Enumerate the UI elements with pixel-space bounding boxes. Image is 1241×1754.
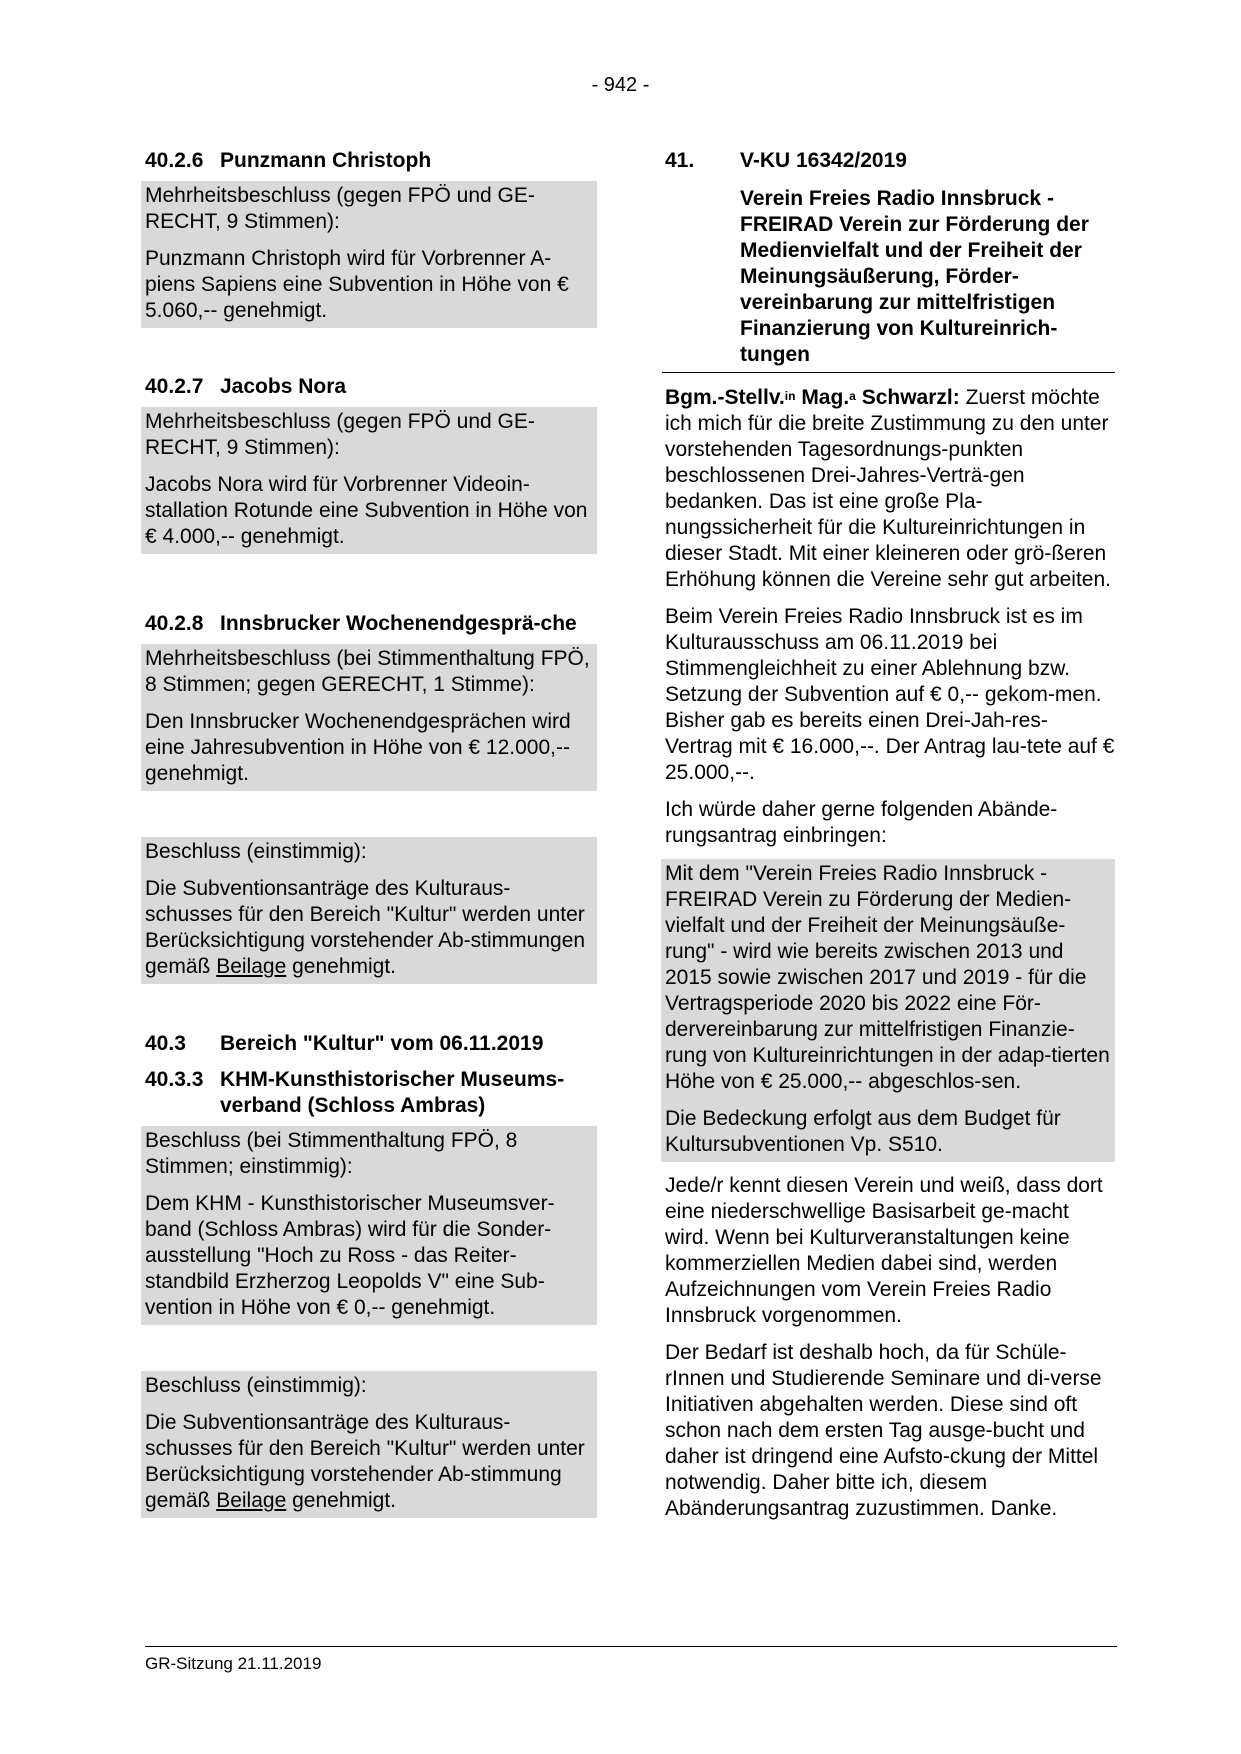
resolution-label: Mehrheitsbeschluss (gegen FPÖ und GE-RECHT, 9 Stimmen):	[145, 184, 535, 233]
resolution-text	[145, 876, 592, 980]
beilage-link[interactable]: Beilage	[216, 955, 287, 978]
resolution-box	[141, 1126, 597, 1325]
section-title: KHM-Kunsthistorischer Museums-verband (Schloss Ambras)	[220, 1068, 565, 1117]
agenda-item-title: Verein Freies Radio Innsbruck - FREIRAD Verein zur Förderung der Medienvielfalt und der Freiheit der Meinungsäußerung, Förder-vereinbarung zur mittelfristigen Finanzierung von Kultureinrich-tungen	[740, 187, 1089, 366]
page-number: - 942 -	[591, 74, 650, 96]
resolution-box	[141, 644, 597, 791]
speech-paragraph: Jede/r kennt diesen Verein und weiß, dass dort eine niederschwellige Basisarbeit ge-macht wird. Wenn bei Kulturveranstaltungen keine kommerziellen Medien dabei sind, werden Aufzeichnungen vom Verein Freies Radio Innsbruck vorgenommen.	[665, 1174, 1103, 1327]
resolution-text: Dem KHM - Kunsthistorischer Museumsver-band (Schloss Ambras) wird für die Sonder-ausstellung "Hoch zu Ross - das Reiter-standbild Erzherzog Leopolds V" eine Sub-vention in Höhe von € 0,-- genehmigt.	[145, 1192, 555, 1319]
section-number: 40.3	[145, 1032, 186, 1055]
section-heading-40-2-8	[145, 611, 597, 637]
right-column	[665, 148, 1115, 1522]
resolution-text: Punzmann Christoph wird für Vorbrenner A-piens Sapiens eine Subvention in Höhe von € 5.060,-- genehmigt.	[145, 247, 569, 322]
agenda-item-number: 41.	[665, 149, 695, 172]
speaker-degree-suffix: a	[849, 389, 856, 403]
section-title: Punzmann Christoph	[220, 149, 432, 172]
resolution-text-start: Die Subventionsanträge des Kulturaus-schusses für den Bereich "Kultur" werden unter Berücksichtigung vorstehender Ab-stimmung gemäß	[145, 1411, 585, 1512]
resolution-box	[141, 837, 597, 984]
speech-paragraph: Ich würde daher gerne folgenden Abände-rungsantrag einbringen:	[665, 798, 1058, 847]
section-number: 40.3.3	[145, 1068, 204, 1091]
resolution-label: Mehrheitsbeschluss (bei Stimmenthaltung FPÖ, 8 Stimmen; gegen GERECHT, 1 Stimme):	[145, 647, 590, 696]
agenda-item-heading	[665, 148, 1115, 174]
section-title: Jacobs Nora	[220, 375, 347, 398]
indent-spacer	[665, 186, 740, 368]
beilage-link[interactable]: Beilage	[216, 1489, 287, 1512]
speaker-name	[665, 386, 960, 409]
section-heading-40-3-3	[145, 1067, 597, 1119]
resolution-text: Den Innsbrucker Wochenendgesprächen wird eine Jahresubvention in Höhe von € 12.000,-- genehmigt.	[145, 710, 571, 785]
section-heading-40-2-7	[145, 374, 597, 400]
speech-text: Zuerst möchte ich mich für die breite Zustimmung zu den unter vorstehenden Tagesordnungs-punkten beschlossenen Drei-Jahres-Verträ-gen bedanken. Das ist eine große Pla-nungssicherheit für die Kultureinrichtungen in dieser Stadt. Mit einer kleineren oder grö-ßeren Erhöhung können die Vereine sehr gut arbeiten.	[665, 386, 1111, 591]
resolution-label: Beschluss (bei Stimmenthaltung FPÖ, 8 Stimmen; einstimmig):	[145, 1129, 518, 1178]
amendment-motion-box	[661, 859, 1115, 1162]
footer-session-label: GR-Sitzung 21.11.2019	[145, 1654, 322, 1673]
speaker-title-suffix: in	[784, 389, 796, 403]
resolution-text-end: genehmigt.	[292, 955, 397, 978]
motion-text: Mit dem "Verein Freies Radio Innsbruck - FREIRAD Verein zu Förderung der Medien-vielfalt und der Freiheit der Meinungsäuße-rung" - wird wie bereits zwischen 2013 und 2015 sowie zwischen 2017 und 2019 - für die Vertragsperiode 2020 bis 2022 eine För-dervereinbarung zur mittelfristigen Finanzie-rung von Kultureinrichtungen in der adap-tierten Höhe von € 25.000,-- abgeschlos-sen.	[665, 862, 1110, 1093]
resolution-text-start: Die Subventionsanträge des Kulturaus-schusses für den Bereich "Kultur" werden unter Berücksichtigung vorstehender Ab-stimmungen gemäß	[145, 877, 586, 978]
resolution-label: Beschluss (einstimmig):	[145, 1374, 367, 1397]
agenda-item-title-row	[665, 186, 1115, 372]
agenda-divider	[662, 372, 1115, 373]
footer-divider	[145, 1646, 1117, 1647]
resolution-label: Mehrheitsbeschluss (gegen FPÖ und GE-RECHT, 9 Stimmen):	[145, 410, 535, 459]
resolution-label: Beschluss (einstimmig):	[145, 840, 367, 863]
resolution-box	[141, 1371, 597, 1518]
speech-paragraph: Der Bedarf ist deshalb hoch, da für Schüle-rInnen und Studierende Seminare und di-verse Initiativen abgehalten werden. Diese sind oft schon nach dem ersten Tag ausge-bucht und daher ist dringend eine Aufsto-ckung der Mittel notwendig. Daher bitte ich, diesem Abänderungsantrag zuzustimmen. Danke.	[665, 1341, 1102, 1520]
section-number: 40.2.8	[145, 612, 204, 635]
resolution-box	[141, 181, 597, 328]
resolution-box	[141, 407, 597, 554]
section-number: 40.2.6	[145, 149, 204, 172]
speaker-degree: Mag.	[801, 386, 850, 409]
section-heading-40-3	[145, 1031, 597, 1057]
left-column	[145, 148, 597, 1518]
speaker-surname: Schwarzl:	[861, 386, 960, 409]
motion-funding-text: Die Bedeckung erfolgt aus dem Budget für Kultursubventionen Vp. S510.	[665, 1107, 1061, 1156]
resolution-text: Jacobs Nora wird für Vorbrenner Videoin-stallation Rotunde eine Subvention in Höhe von € 4.000,-- genehmigt.	[145, 473, 588, 548]
speaker-title: Bgm.-Stellv.	[665, 386, 785, 409]
resolution-text-end: genehmigt.	[292, 1489, 397, 1512]
section-title: Bereich "Kultur" vom 06.11.2019	[220, 1032, 544, 1055]
section-number: 40.2.7	[145, 375, 204, 398]
speaker-paragraph	[665, 385, 1115, 593]
section-heading-40-2-6	[145, 148, 597, 174]
agenda-item-reference: V-KU 16342/2019	[740, 149, 907, 172]
speech-paragraph: Beim Verein Freies Radio Innsbruck ist es im Kulturausschuss am 06.11.2019 bei Stimmengleichheit zu einer Ablehnung bzw. Setzung der Subvention auf € 0,-- gekom-men. Bisher gab es bereits einen Drei-Jah-res-Vertrag mit € 16.000,--. Der Antrag lau-tete auf € 25.000,--.	[665, 605, 1115, 784]
section-title: Innsbrucker Wochenendgesprä-che	[220, 612, 577, 635]
resolution-text	[145, 1410, 592, 1514]
